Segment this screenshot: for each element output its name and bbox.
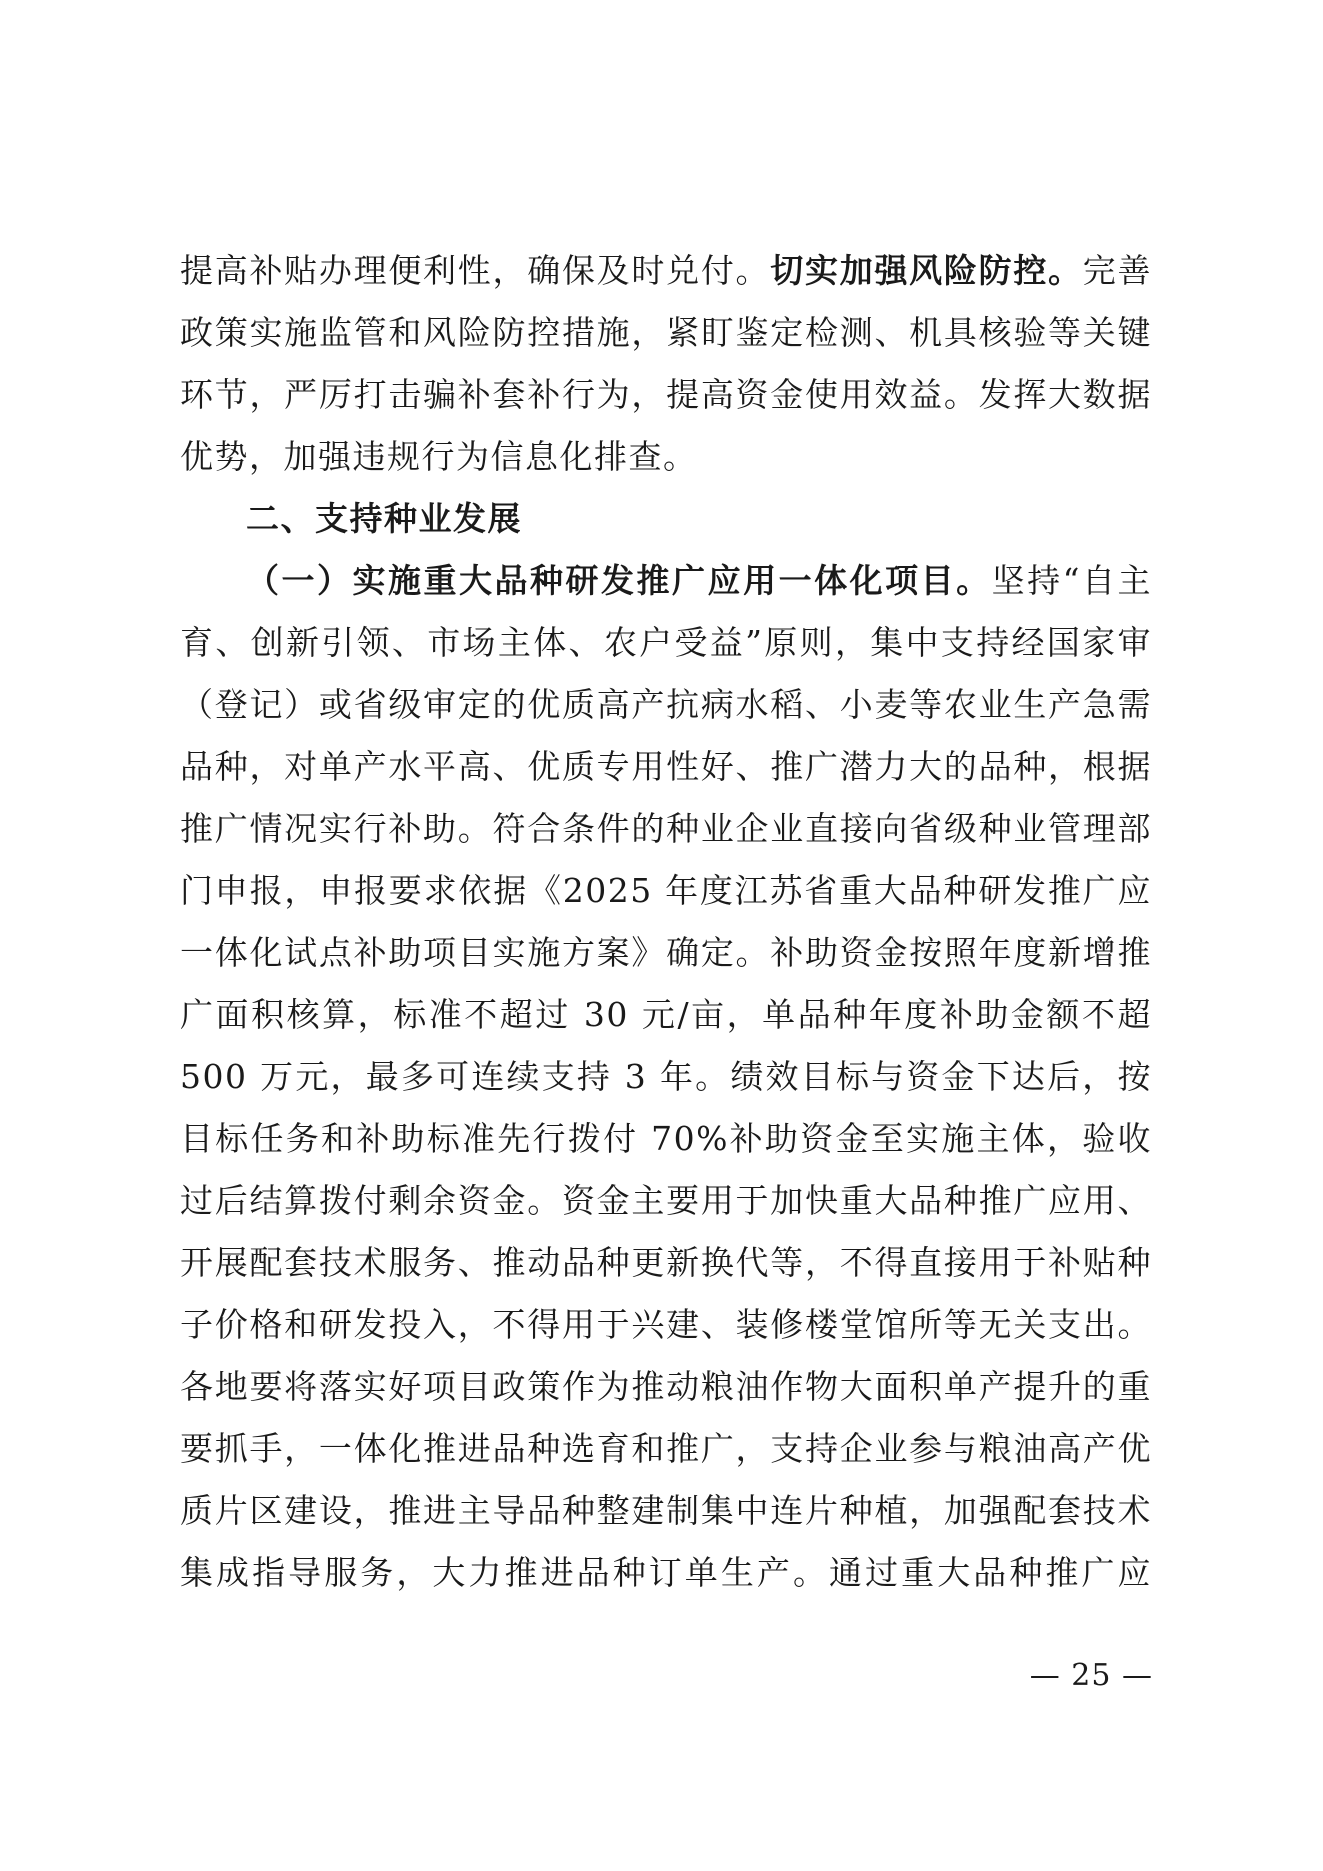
bold-phrase-risk-control: 切实加强风险防控。 — [770, 251, 1083, 290]
body-text — [180, 240, 1152, 1604]
text-line: 各地要将落实好项目政策作为推动粮油作物大面积单产提升的重 — [180, 1367, 1152, 1406]
text-line — [180, 550, 1152, 612]
text-line: 质片区建设，推进主导品种整建制集中连片种植，加强配套技术 — [180, 1491, 1152, 1530]
text-line: 过后结算拨付剩余资金。资金主要用于加快重大品种推广应用、 — [180, 1181, 1152, 1220]
text-line: 500 万元，最多可连续支持 3 年。绩效目标与资金下达后，按 — [180, 1057, 1152, 1096]
text-line: 推广情况实行补助。符合条件的种业企业直接向省级种业管理部 — [180, 809, 1152, 848]
text-line: 环节，严厉打击骗补套补行为，提高资金使用效益。发挥大数据 — [180, 375, 1152, 414]
text-segment: 提高补贴办理便利性，确保及时兑付。 — [180, 251, 771, 290]
text-line: 优势，加强违规行为信息化排查。 — [180, 437, 698, 476]
subsection-heading: （一）实施重大品种研发推广应用一体化项目。 — [246, 561, 992, 600]
text-segment: 完善 — [1082, 251, 1152, 290]
section-heading: 二、支持种业发展 — [246, 499, 522, 538]
text-segment: 坚持“自主 — [991, 561, 1152, 600]
text-line: 子价格和研发投入，不得用于兴建、装修楼堂馆所等无关支出。 — [180, 1305, 1152, 1344]
text-line: 要抓手，一体化推进品种选育和推广，支持企业参与粮油高产优 — [180, 1429, 1152, 1468]
page-number: — 25 — — [1029, 1658, 1153, 1693]
text-line: 广面积核算，标准不超过 30 元/亩，单品种年度补助金额不超 — [180, 995, 1152, 1034]
text-line: 门申报，申报要求依据《2025 年度江苏省重大品种研发推广应 — [180, 871, 1152, 910]
text-line: 目标任务和补助标准先行拨付 70%补助资金至实施主体，验收 — [180, 1119, 1152, 1158]
text-line: 一体化试点补助项目实施方案》确定。补助资金按照年度新增推 — [180, 933, 1152, 972]
text-line: （登记）或省级审定的优质高产抗病水稻、小麦等农业生产急需 — [180, 685, 1152, 724]
text-line: 政策实施监管和风险防控措施，紧盯鉴定检测、机具核验等关键 — [180, 313, 1152, 352]
text-line: 开展配套技术服务、推动品种更新换代等，不得直接用于补贴种 — [180, 1243, 1152, 1282]
text-line: 育、创新引领、市场主体、农户受益”原则，集中支持经国家审 — [180, 623, 1152, 662]
text-line: 集成指导服务，大力推进品种订单生产。通过重大品种推广应 — [180, 1553, 1152, 1592]
text-line: 品种，对单产水平高、优质专用性好、推广潜力大的品种，根据 — [180, 747, 1152, 786]
text-line — [180, 240, 1152, 302]
